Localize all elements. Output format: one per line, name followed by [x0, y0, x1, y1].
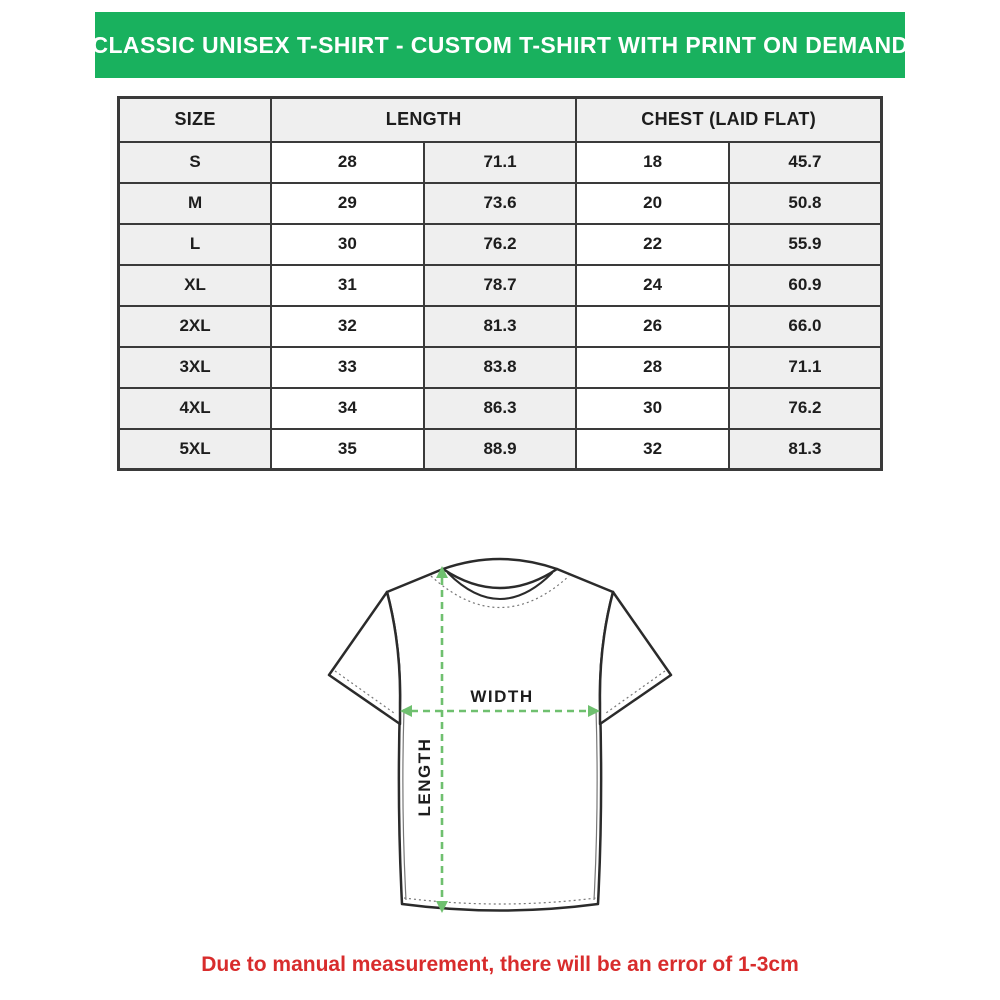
length-cm-cell: 78.7	[424, 265, 577, 306]
width-label: WIDTH	[470, 687, 534, 706]
table-row	[119, 183, 882, 224]
chest-cm-cell: 71.1	[729, 347, 882, 388]
chest-inches-cell: 28	[576, 347, 729, 388]
size-table	[117, 96, 883, 471]
length-cm-cell: 73.6	[424, 183, 577, 224]
chest-cm-cell: 81.3	[729, 429, 882, 470]
col-header-chest: CHEST (LAID FLAT)	[576, 98, 881, 142]
table-row	[119, 142, 882, 183]
length-cm-cell: 86.3	[424, 388, 577, 429]
size-cell: S	[119, 142, 272, 183]
chest-inches-cell: 26	[576, 306, 729, 347]
chest-cm-cell: 50.8	[729, 183, 882, 224]
size-cell: 2XL	[119, 306, 272, 347]
length-cm-cell: 81.3	[424, 306, 577, 347]
length-inches-cell: 34	[271, 388, 424, 429]
tshirt-svg	[300, 545, 700, 945]
chest-cm-cell: 60.9	[729, 265, 882, 306]
chest-inches-cell: 30	[576, 388, 729, 429]
length-inches-cell: 31	[271, 265, 424, 306]
length-inches-cell: 28	[271, 142, 424, 183]
size-cell: XL	[119, 265, 272, 306]
tshirt-diagram	[300, 545, 700, 945]
size-cell: M	[119, 183, 272, 224]
chest-inches-cell: 24	[576, 265, 729, 306]
tshirt-left-sleeve	[329, 592, 400, 724]
length-inches-cell: 35	[271, 429, 424, 470]
size-cell: 4XL	[119, 388, 272, 429]
size-cell: L	[119, 224, 272, 265]
collar-back-line	[443, 559, 557, 569]
length-inches-cell: 29	[271, 183, 424, 224]
chest-cm-cell: 45.7	[729, 142, 882, 183]
tshirt-right-sleeve	[600, 592, 671, 724]
size-cell: 5XL	[119, 429, 272, 470]
length-cm-cell: 88.9	[424, 429, 577, 470]
table-row	[119, 347, 882, 388]
col-header-size: SIZE	[119, 98, 272, 142]
table-row	[119, 388, 882, 429]
chest-inches-cell: 32	[576, 429, 729, 470]
table-header-row	[119, 98, 882, 142]
length-cm-cell: 83.8	[424, 347, 577, 388]
chest-inches-cell: 18	[576, 142, 729, 183]
chest-cm-cell: 55.9	[729, 224, 882, 265]
length-label: LENGTH	[415, 737, 434, 817]
chest-cm-cell: 66.0	[729, 306, 882, 347]
chest-cm-cell: 76.2	[729, 388, 882, 429]
col-header-length: LENGTH	[271, 98, 576, 142]
page-title: CLASSIC UNISEX T-SHIRT - CUSTOM T-SHIRT WITH PRINT ON DEMAND	[91, 31, 909, 58]
table-row	[119, 429, 882, 470]
length-cm-cell: 71.1	[424, 142, 577, 183]
table-row	[119, 265, 882, 306]
length-inches-cell: 30	[271, 224, 424, 265]
chest-inches-cell: 22	[576, 224, 729, 265]
table-row	[119, 224, 882, 265]
size-cell: 3XL	[119, 347, 272, 388]
title-banner	[91, 12, 909, 78]
length-inches-cell: 33	[271, 347, 424, 388]
table-row	[119, 306, 882, 347]
measurement-note: Due to manual measurement, there will be an error of 1-3cm	[201, 953, 799, 976]
chest-inches-cell: 20	[576, 183, 729, 224]
length-cm-cell: 76.2	[424, 224, 577, 265]
length-inches-cell: 32	[271, 306, 424, 347]
